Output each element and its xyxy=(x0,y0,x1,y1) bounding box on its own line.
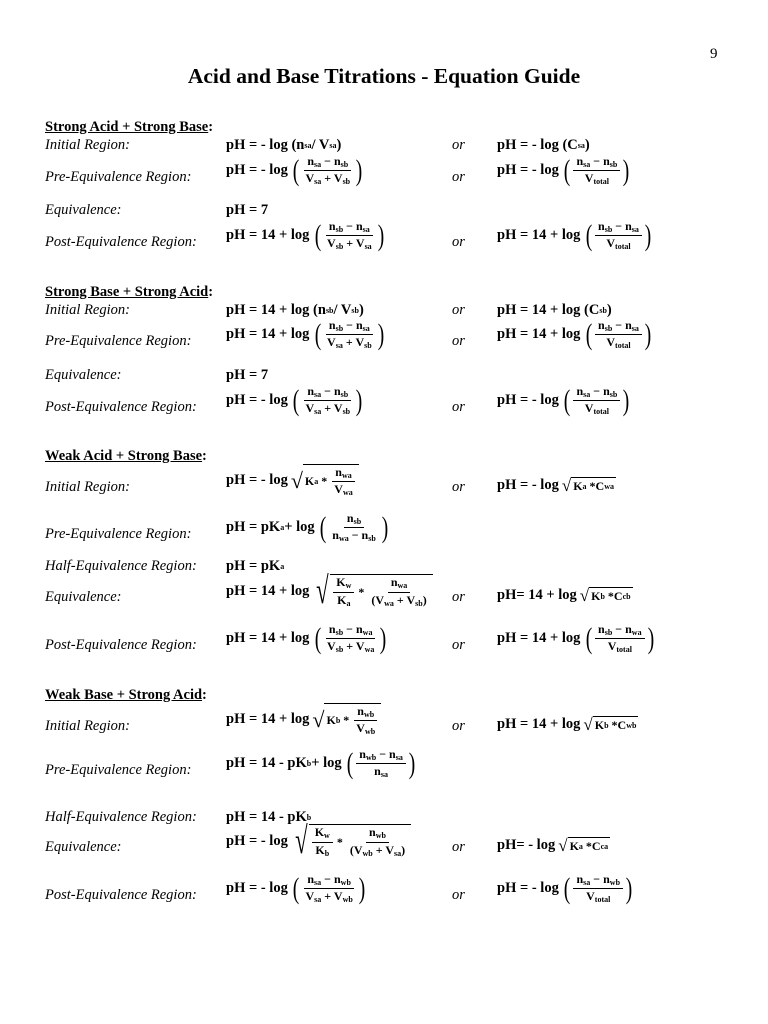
label-post-equivalence: Post-Equivalence Region: xyxy=(45,887,197,903)
or-text: or xyxy=(452,399,465,415)
formula-post-equivalence-alt: pH = 14 + log ( $\frac{n_{sb} - n_{sa}}{V_{total}}$ ) xyxy=(497,218,652,252)
or-text: or xyxy=(452,137,465,153)
formula-equivalence: pH = 14 + log √ $\frac{K_w}{K_a}$ * $\frac{n_{wa}}{(V_{wa} + V_{sb})}$ xyxy=(226,572,433,610)
formula-equivalence: pH = 7 xyxy=(226,202,269,218)
section-header-weak-acid-strong-base: Weak Acid + Strong Base: xyxy=(45,448,207,464)
formula-post-equivalence: pH = 14 + log ( $\frac{n_{sb} - n_{sa}}{V_{sb} + V_{sa}}$ ) xyxy=(226,218,384,252)
formula-equivalence: pH = 7 xyxy=(226,367,269,383)
formula-pre-equivalence: pH = pK a + log ( $\frac{n_{sb}}{n_{wa} - n_{sb}}$ ) xyxy=(226,510,389,544)
label-half-equivalence: Half-Equivalence Region: xyxy=(45,558,197,574)
formula-pre-equivalence: pH = 14 - pK b + log ( $\frac{n_{wb} - n_{sa}}{n_{sa}}$ ) xyxy=(226,746,416,780)
formula-post-equivalence: pH = 14 + log ( $\frac{n_{sb} - n_{wa}}{V_{sb} + V_{wa}}$ ) xyxy=(226,621,387,655)
formula-initial: pH = 14 + log (n sb / V sb ) xyxy=(226,302,364,318)
label-pre-equivalence: Pre-Equivalence Region: xyxy=(45,333,192,349)
label-initial: Initial Region: xyxy=(45,718,130,734)
formula-post-equivalence-alt: pH = - log ( $\frac{n_{sa} - n_{sb}}{V_{total}}$ ) xyxy=(497,383,630,417)
or-text: or xyxy=(452,302,465,318)
label-post-equivalence: Post-Equivalence Region: xyxy=(45,399,197,415)
or-text: or xyxy=(452,637,465,653)
label-pre-equivalence: Pre-Equivalence Region: xyxy=(45,169,192,185)
or-text: or xyxy=(452,887,465,903)
or-text: or xyxy=(452,589,465,605)
or-text: or xyxy=(452,839,465,855)
or-text: or xyxy=(452,333,465,349)
label-equivalence: Equivalence: xyxy=(45,589,122,605)
label-initial: Initial Region: xyxy=(45,479,130,495)
label-half-equivalence: Half-Equivalence Region: xyxy=(45,809,197,825)
label-post-equivalence: Post-Equivalence Region: xyxy=(45,637,197,653)
or-text: or xyxy=(452,234,465,250)
formula-initial: pH = - log √ K a * $\frac{n_{wa}}{V_{wa}}$ xyxy=(226,464,359,497)
or-text: or xyxy=(452,169,465,185)
label-equivalence: Equivalence: xyxy=(45,367,122,383)
formula-equivalence-alt: pH= - log √ K a *C ca xyxy=(497,836,609,855)
formula-half-equivalence: pH = pK a xyxy=(226,558,285,574)
formula-pre-equivalence-alt: pH = - log ( $\frac{n_{sa} - n_{sb}}{V_{total}}$ ) xyxy=(497,153,630,187)
formula-pre-equivalence: pH = - log ( $\frac{n_{sa} - n_{sb}}{V_{sa} + V_{sb}}$ ) xyxy=(226,153,363,187)
formula-initial-alt: pH = - log √ K a *C wa xyxy=(497,476,614,495)
label-initial: Initial Region: xyxy=(45,137,130,153)
formula-equivalence: pH = - log √ $\frac{K_w}{K_b}$ * $\frac{n_{wb}}{(V_{wb} + V_{sa})}$ xyxy=(226,822,411,860)
formula-post-equivalence: pH = - log ( $\frac{n_{sa} - n_{sb}}{V_{sa} + V_{sb}}$ ) xyxy=(226,383,363,417)
label-equivalence: Equivalence: xyxy=(45,202,122,218)
or-text: or xyxy=(452,718,465,734)
label-initial: Initial Region: xyxy=(45,302,130,318)
section-header-strong-base-strong-acid: Strong Base + Strong Acid: xyxy=(45,284,214,300)
formula-initial: pH = - log (n sa / V sa ) xyxy=(226,137,342,153)
page-number: 9 xyxy=(710,46,718,62)
formula-pre-equivalence-alt: pH = 14 + log ( $\frac{n_{sb} - n_{sa}}{V_{total}}$ ) xyxy=(497,317,652,351)
formula-initial-alt: pH = 14 + log √ K b *C wb xyxy=(497,715,637,734)
label-equivalence: Equivalence: xyxy=(45,839,122,855)
label-pre-equivalence: Pre-Equivalence Region: xyxy=(45,526,192,542)
formula-initial: pH = 14 + log √ K b * $\frac{n_{wb}}{V_{wb}}$ xyxy=(226,703,381,736)
formula-post-equivalence-alt: pH = 14 + log ( $\frac{n_{sb} - n_{wa}}{V_{total}}$ ) xyxy=(497,621,654,655)
formula-initial-alt: pH = 14 + log (C sb ) xyxy=(497,302,612,318)
label-post-equivalence: Post-Equivalence Region: xyxy=(45,234,197,250)
formula-half-equivalence: pH = 14 - pK b xyxy=(226,809,312,825)
formula-initial-alt: pH = - log (C sa ) xyxy=(497,137,590,153)
section-header-strong-acid-strong-base: Strong Acid + Strong Base: xyxy=(45,119,214,135)
formula-post-equivalence-alt: pH = - log ( $\frac{n_{sa} - n_{wb}}{V_{total}}$ ) xyxy=(497,871,633,905)
section-header-weak-base-strong-acid: Weak Base + Strong Acid: xyxy=(45,687,207,703)
formula-pre-equivalence: pH = 14 + log ( $\frac{n_{sb} - n_{sa}}{V_{sa} + V_{sb}}$ ) xyxy=(226,317,384,351)
or-text: or xyxy=(452,479,465,495)
label-pre-equivalence: Pre-Equivalence Region: xyxy=(45,762,192,778)
page-title: Acid and Base Titrations - Equation Guide xyxy=(187,64,581,88)
formula-post-equivalence: pH = - log ( $\frac{n_{sa} - n_{wb}}{V_{sa} + V_{wb}}$ ) xyxy=(226,871,366,905)
formula-equivalence-alt: pH= 14 + log √ K b *C cb xyxy=(497,586,631,605)
